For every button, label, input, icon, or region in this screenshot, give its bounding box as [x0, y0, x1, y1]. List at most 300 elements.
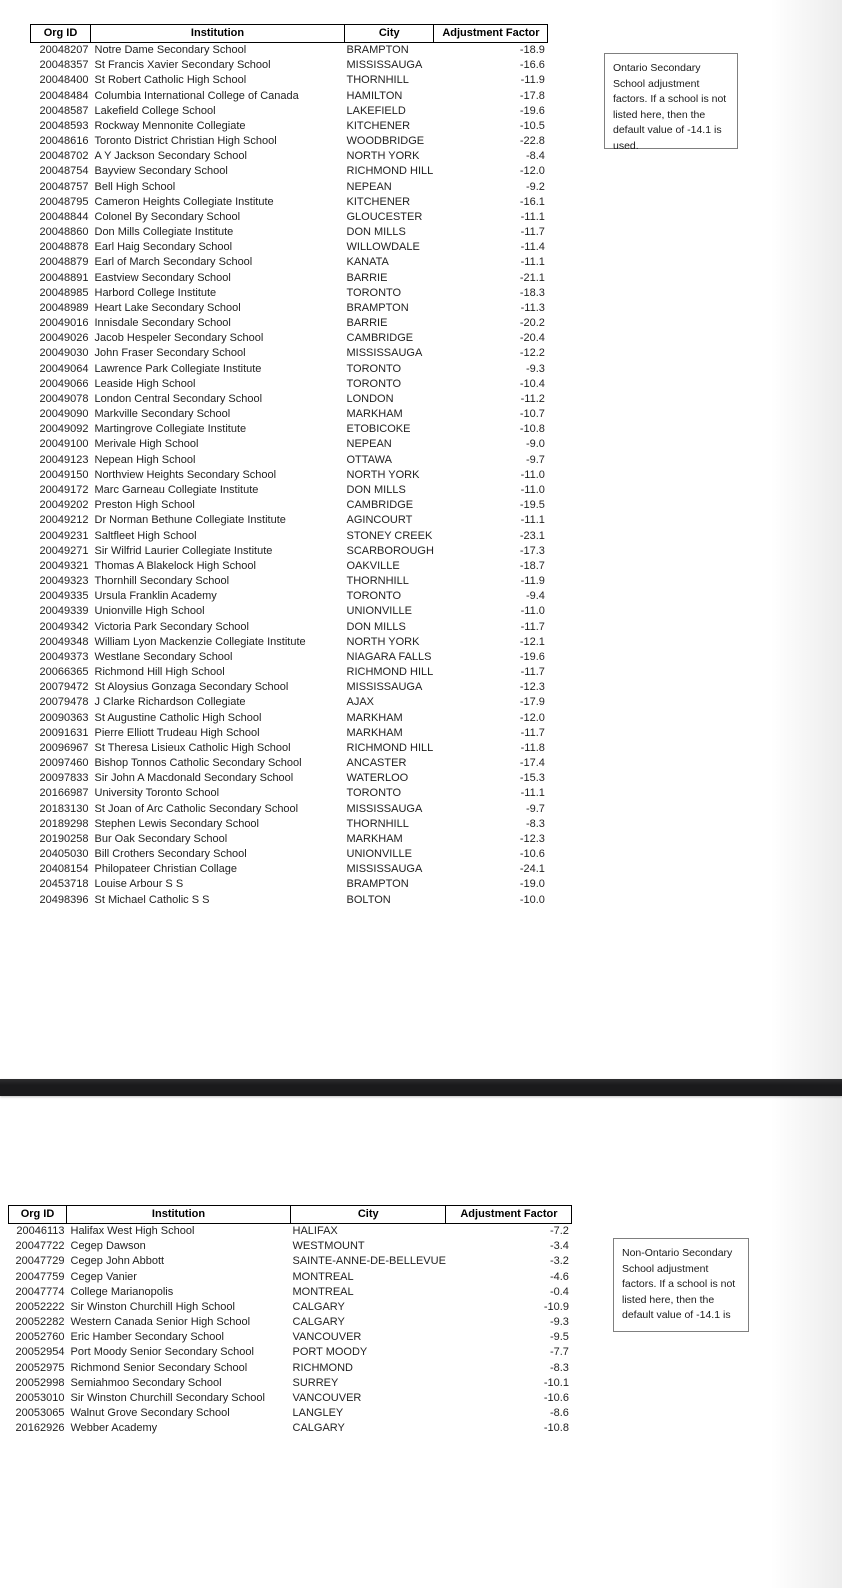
adjustment-factor-cell: -7.7: [549, 1346, 569, 1359]
table-row: [31, 58, 548, 73]
institution-cell: St Francis Xavier Secondary School: [94, 59, 271, 72]
table-row: [31, 119, 548, 134]
institution-cell: Preston High School: [94, 499, 195, 512]
org-id-cell: 20049321: [39, 559, 89, 572]
institution-cell: Cameron Heights Collegiate Institute: [94, 195, 274, 208]
city-cell: MISSISSAUGA: [346, 802, 423, 815]
org-id-cell: 20052975: [15, 1361, 65, 1374]
non-ontario-note-text: Non-Ontario Secondary School adjustment factors. If a school is not listed here, then the default value of -14.1 is: [622, 1247, 736, 1321]
org-id-cell: 20162926: [15, 1422, 65, 1435]
table-row: [31, 89, 548, 104]
table-row: [9, 1421, 572, 1436]
table-row: [31, 73, 548, 88]
column-header: Adjustment Factor: [434, 25, 548, 43]
city-cell: DON MILLS: [346, 226, 406, 239]
org-id-cell: 20048400: [39, 74, 89, 87]
adjustment-factor-cell: -8.6: [549, 1407, 569, 1420]
adjustment-factor-cell: -12.0: [519, 711, 545, 724]
adjustment-factor-cell: -20.2: [519, 317, 545, 330]
org-id-cell: 20048891: [39, 271, 89, 284]
table-row: [31, 240, 548, 255]
adjustment-factor-cell: -4.6: [549, 1270, 569, 1283]
city-cell: OTTAWA: [346, 453, 392, 466]
institution-cell: Harbord College Institute: [94, 286, 217, 299]
institution-cell: Eastview Secondary School: [94, 271, 231, 284]
city-cell: WILLOWDALE: [346, 241, 420, 254]
adjustment-factor-cell: -10.8: [543, 1422, 569, 1435]
adjustment-factor-cell: -12.3: [519, 832, 545, 845]
adjustment-factor-cell: -11.0: [520, 483, 545, 496]
table-body: [31, 43, 548, 908]
adjustment-factor-cell: -10.5: [519, 119, 545, 132]
institution-cell: Earl of March Secondary School: [94, 256, 253, 269]
adjustment-factor-cell: -11.2: [520, 392, 545, 405]
org-id-cell: 20048616: [39, 135, 89, 148]
table-row: [9, 1285, 572, 1300]
city-cell: MARKHAM: [346, 726, 403, 739]
institution-cell: Bill Crothers Secondary School: [94, 848, 247, 861]
adjustment-factor-cell: -9.0: [525, 438, 545, 451]
institution-cell: Westlane Secondary School: [94, 650, 233, 663]
table-row: [31, 498, 548, 513]
institution-cell: Port Moody Senior Secondary School: [70, 1346, 254, 1359]
org-id-cell: 20047722: [15, 1240, 65, 1253]
city-cell: NORTH YORK: [346, 635, 420, 648]
city-cell: ETOBICOKE: [346, 423, 411, 436]
institution-cell: St Theresa Lisieux Catholic High School: [94, 741, 291, 754]
institution-cell: Markville Secondary School: [94, 408, 231, 421]
institution-cell: A Y Jackson Secondary School: [94, 150, 247, 163]
table-row: [31, 711, 548, 726]
city-cell: TORONTO: [346, 787, 402, 800]
city-cell: AGINCOURT: [346, 514, 413, 527]
org-id-cell: 20053065: [15, 1407, 65, 1420]
table-row: [31, 134, 548, 149]
table-row: [31, 680, 548, 695]
institution-cell: Columbia International College of Canada: [94, 89, 299, 102]
adjustment-factor-cell: -11.7: [520, 666, 545, 679]
org-id-cell: 20049348: [39, 635, 89, 648]
table-row: [31, 604, 548, 619]
institution-cell: Marc Garneau Collegiate Institute: [94, 483, 259, 496]
table-row: [31, 650, 548, 665]
institution-cell: Sir Wilfrid Laurier Collegiate Institute: [94, 544, 273, 557]
org-id-cell: 20047759: [15, 1270, 65, 1283]
city-cell: VANCOUVER: [292, 1391, 362, 1404]
adjustment-factor-cell: -9.4: [525, 590, 545, 603]
table-row: [31, 180, 548, 195]
city-cell: UNIONVILLE: [346, 848, 412, 861]
adjustment-factor-cell: -11.0: [520, 468, 545, 481]
institution-cell: St Aloysius Gonzaga Secondary School: [94, 681, 289, 694]
table-row: [31, 802, 548, 817]
adjustment-factor-cell: -12.3: [519, 681, 545, 694]
table-row: [31, 468, 548, 483]
adjustment-factor-cell: -3.2: [549, 1255, 569, 1268]
city-cell: UNIONVILLE: [346, 605, 412, 618]
table-row: [31, 574, 548, 589]
org-id-cell: 20189298: [39, 817, 89, 830]
city-cell: BRAMPTON: [346, 301, 409, 314]
org-id-cell: 20047729: [15, 1255, 65, 1268]
city-cell: KITCHENER: [346, 195, 411, 208]
org-id-cell: 20097460: [39, 757, 89, 770]
table-row: [31, 513, 548, 528]
institution-cell: Richmond Senior Secondary School: [70, 1361, 248, 1374]
city-cell: KITCHENER: [346, 119, 411, 132]
org-id-cell: 20052282: [15, 1316, 65, 1329]
institution-cell: Philopateer Christian Collage: [94, 863, 237, 876]
adjustment-factor-cell: -11.7: [520, 226, 545, 239]
institution-cell: Jacob Hespeler Secondary School: [94, 332, 264, 345]
org-id-cell: 20049026: [39, 332, 89, 345]
table-row: [9, 1361, 572, 1376]
non-ontario-note-box: [613, 1238, 749, 1332]
adjustment-factor-cell: -11.7: [520, 620, 545, 633]
adjustment-factor-cell: -9.2: [525, 180, 545, 193]
adjustment-factor-cell: -10.6: [519, 848, 545, 861]
institution-cell: Bell High School: [94, 180, 176, 193]
org-id-cell: 20048593: [39, 119, 89, 132]
adjustment-factor-cell: -9.7: [525, 453, 545, 466]
city-cell: TORONTO: [346, 362, 402, 375]
institution-cell: Eric Hamber Secondary School: [70, 1331, 224, 1344]
institution-cell: William Lyon Mackenzie Collegiate Institute: [94, 635, 306, 648]
adjustment-factor-cell: -17.4: [519, 757, 545, 770]
adjustment-factor-cell: -11.1: [520, 256, 545, 269]
city-cell: TORONTO: [346, 377, 402, 390]
institution-cell: College Marianopolis: [70, 1285, 174, 1298]
city-cell: ANCASTER: [346, 757, 407, 770]
city-cell: GLOUCESTER: [346, 210, 423, 223]
table-row: [31, 392, 548, 407]
city-cell: SAINTE-ANNE-DE-BELLEVUE: [292, 1255, 446, 1268]
adjustment-factor-cell: -3.4: [549, 1240, 569, 1253]
org-id-cell: 20049342: [39, 620, 89, 633]
institution-cell: Bishop Tonnos Catholic Secondary School: [94, 757, 302, 770]
table-row: [31, 149, 548, 164]
org-id-cell: 20066365: [39, 666, 89, 679]
city-cell: LAKEFIELD: [346, 104, 406, 117]
table-row: [31, 847, 548, 862]
city-cell: MONTREAL: [292, 1270, 354, 1283]
city-cell: BRAMPTON: [346, 878, 409, 891]
table-row: [31, 483, 548, 498]
adjustment-factor-cell: -11.1: [520, 210, 545, 223]
org-id-cell: 20049172: [39, 483, 89, 496]
city-cell: DON MILLS: [346, 620, 406, 633]
city-cell: CALGARY: [292, 1300, 345, 1313]
city-cell: CAMBRIDGE: [346, 332, 414, 345]
org-id-cell: 20048587: [39, 104, 89, 117]
adjustment-factor-cell: -11.1: [520, 787, 545, 800]
non-ontario-adjustment-table: [8, 1205, 572, 1436]
city-cell: OAKVILLE: [346, 559, 400, 572]
institution-cell: Pierre Elliott Trudeau High School: [94, 726, 260, 739]
adjustment-factor-cell: -0.4: [549, 1285, 569, 1298]
institution-cell: Semiahmoo Secondary School: [70, 1376, 222, 1389]
institution-cell: Innisdale Secondary School: [94, 317, 231, 330]
table-row: [9, 1254, 572, 1269]
table-row: [31, 771, 548, 786]
adjustment-factor-cell: -11.4: [520, 241, 545, 254]
city-cell: THORNHILL: [346, 817, 409, 830]
institution-cell: Cegep Dawson: [70, 1240, 146, 1253]
institution-cell: Heart Lake Secondary School: [94, 301, 241, 314]
adjustment-factor-cell: -11.1: [520, 514, 545, 527]
header-row: [9, 1206, 572, 1224]
institution-cell: Notre Dame Secondary School: [94, 44, 247, 56]
org-id-cell: 20053010: [15, 1391, 65, 1404]
city-cell: HAMILTON: [346, 89, 403, 102]
city-cell: THORNHILL: [346, 74, 409, 87]
institution-cell: Bayview Secondary School: [94, 165, 228, 178]
city-cell: BARRIE: [346, 317, 388, 330]
adjustment-factor-cell: -8.3: [525, 817, 545, 830]
table-row: [9, 1376, 572, 1391]
table-row: [31, 832, 548, 847]
adjustment-factor-cell: -9.3: [525, 362, 545, 375]
org-id-cell: 20049335: [39, 590, 89, 603]
institution-cell: Richmond Hill High School: [94, 666, 225, 679]
org-id-cell: 20079478: [39, 696, 89, 709]
adjustment-factor-cell: -17.3: [519, 544, 545, 557]
city-cell: WOODBRIDGE: [346, 135, 425, 148]
ontario-note-text: Ontario Secondary School adjustment factors. If a school is not listed here, then the default value of -14.1 is used.: [613, 62, 727, 152]
org-id-cell: 20052222: [15, 1300, 65, 1313]
city-cell: MISSISSAUGA: [346, 863, 423, 876]
page-break-bar: [0, 1079, 842, 1096]
table-row: [9, 1330, 572, 1345]
adjustment-factor-cell: -10.8: [519, 423, 545, 436]
table-row: [31, 726, 548, 741]
table-row: [31, 877, 548, 892]
org-id-cell: 20048757: [39, 180, 89, 193]
table-row: [31, 453, 548, 468]
adjustment-factor-cell: -10.9: [543, 1300, 569, 1313]
header-row: [31, 25, 548, 43]
org-id-cell: 20405030: [39, 848, 89, 861]
city-cell: MISSISSAUGA: [346, 59, 423, 72]
table-row: [31, 862, 548, 877]
city-cell: LONDON: [346, 392, 394, 405]
city-cell: RICHMOND HILL: [346, 666, 434, 679]
org-id-cell: 20453718: [39, 878, 89, 891]
adjustment-factor-cell: -22.8: [519, 135, 545, 148]
org-id-cell: 20049323: [39, 575, 89, 588]
city-cell: MONTREAL: [292, 1285, 354, 1298]
adjustment-factor-cell: -16.6: [519, 59, 545, 72]
institution-cell: Sir Winston Churchill Secondary School: [70, 1391, 265, 1404]
org-id-cell: 20091631: [39, 726, 89, 739]
institution-cell: Louise Arbour S S: [94, 878, 184, 891]
table-row: [31, 407, 548, 422]
table-row: [31, 559, 548, 574]
adjustment-factor-cell: -18.7: [519, 559, 545, 572]
org-id-cell: 20183130: [39, 802, 89, 815]
org-id-cell: 20049100: [39, 438, 89, 451]
city-cell: SCARBOROUGH: [346, 544, 434, 557]
adjustment-factor-cell: -9.3: [549, 1316, 569, 1329]
column-header: Adjustment Factor: [446, 1206, 572, 1224]
city-cell: KANATA: [346, 256, 389, 269]
adjustment-factor-cell: -11.3: [520, 301, 545, 314]
city-cell: TORONTO: [346, 590, 402, 603]
column-header: City: [291, 1206, 446, 1224]
adjustment-factor-cell: -10.7: [519, 408, 545, 421]
adjustment-factor-cell: -9.7: [525, 802, 545, 815]
adjustment-factor-cell: -19.6: [519, 650, 545, 663]
institution-cell: Unionville High School: [94, 605, 205, 618]
org-id-cell: 20048860: [39, 226, 89, 239]
city-cell: SURREY: [292, 1376, 339, 1389]
city-cell: RICHMOND HILL: [346, 165, 434, 178]
table-row: [31, 589, 548, 604]
table-row: [31, 893, 548, 908]
org-id-cell: 20049066: [39, 377, 89, 390]
city-cell: NORTH YORK: [346, 468, 420, 481]
institution-cell: Ursula Franklin Academy: [94, 590, 217, 603]
org-id-cell: 20049373: [39, 650, 89, 663]
institution-cell: Cegep Vanier: [70, 1270, 137, 1283]
adjustment-factor-cell: -18.3: [519, 286, 545, 299]
institution-cell: Merivale High School: [94, 438, 199, 451]
city-cell: DON MILLS: [346, 483, 406, 496]
column-header: City: [345, 25, 434, 43]
adjustment-factor-cell: -8.3: [549, 1361, 569, 1374]
institution-cell: Leaside High School: [94, 377, 196, 390]
city-cell: CAMBRIDGE: [346, 499, 414, 512]
adjustment-factor-cell: -17.8: [519, 89, 545, 102]
org-id-cell: 20090363: [39, 711, 89, 724]
adjustment-factor-cell: -10.6: [543, 1391, 569, 1404]
city-cell: RICHMOND HILL: [346, 741, 434, 754]
column-header: Org ID: [9, 1206, 67, 1224]
org-id-cell: 20049150: [39, 468, 89, 481]
adjustment-factor-cell: -11.9: [520, 575, 545, 588]
adjustment-factor-cell: -10.1: [543, 1376, 569, 1389]
org-id-cell: 20046113: [16, 1225, 65, 1237]
table-row: [31, 362, 548, 377]
adjustment-factor-cell: -12.1: [519, 635, 545, 648]
org-id-cell: 20048989: [39, 301, 89, 314]
org-id-cell: 20097833: [39, 772, 89, 785]
table-row: [31, 695, 548, 710]
table-row: [31, 210, 548, 225]
city-cell: CALGARY: [292, 1422, 345, 1435]
column-header: Org ID: [31, 25, 91, 43]
city-cell: AJAX: [346, 696, 375, 709]
column-header: Institution: [67, 1206, 291, 1224]
ontario-note-box: [604, 53, 738, 152]
institution-cell: John Fraser Secondary School: [94, 347, 246, 360]
adjustment-factor-cell: -17.9: [519, 696, 545, 709]
city-cell: MARKHAM: [346, 711, 403, 724]
table-header: [31, 25, 548, 43]
city-cell: BARRIE: [346, 271, 388, 284]
city-cell: HALIFAX: [292, 1225, 338, 1237]
org-id-cell: 20049123: [39, 453, 89, 466]
institution-cell: Walnut Grove Secondary School: [70, 1407, 230, 1420]
org-id-cell: 20049016: [39, 317, 89, 330]
table-row: [31, 331, 548, 346]
org-id-cell: 20049092: [39, 423, 89, 436]
adjustment-factor-cell: -19.0: [519, 878, 545, 891]
org-id-cell: 20049271: [39, 544, 89, 557]
institution-cell: Cegep John Abbott: [70, 1255, 165, 1268]
table-row: [31, 225, 548, 240]
table-row: [31, 665, 548, 680]
column-header: Institution: [91, 25, 345, 43]
city-cell: MARKHAM: [346, 832, 403, 845]
org-id-cell: 20048878: [39, 241, 89, 254]
institution-cell: Saltfleet High School: [94, 529, 197, 542]
city-cell: BRAMPTON: [346, 44, 409, 56]
table-row: [31, 164, 548, 179]
adjustment-factor-cell: -11.7: [520, 726, 545, 739]
table-row: [31, 43, 548, 59]
institution-cell: Nepean High School: [94, 453, 196, 466]
institution-cell: Colonel By Secondary School: [94, 210, 241, 223]
table-row: [31, 104, 548, 119]
adjustment-factor-cell: -21.1: [519, 271, 545, 284]
org-id-cell: 20049030: [39, 347, 89, 360]
city-cell: MISSISSAUGA: [346, 347, 423, 360]
org-id-cell: 20048702: [39, 150, 89, 163]
table-row: [31, 286, 548, 301]
city-cell: WESTMOUNT: [292, 1240, 365, 1253]
institution-cell: Bur Oak Secondary School: [94, 832, 228, 845]
city-cell: WATERLOO: [346, 772, 409, 785]
table-row: [9, 1239, 572, 1254]
data-table: [30, 24, 548, 908]
ontario-adjustment-table: [30, 24, 548, 908]
org-id-cell: 20048795: [39, 195, 89, 208]
table-body: [9, 1224, 572, 1437]
adjustment-factor-cell: -9.5: [549, 1331, 569, 1344]
institution-cell: Stephen Lewis Secondary School: [94, 817, 259, 830]
institution-cell: J Clarke Richardson Collegiate: [94, 696, 246, 709]
adjustment-factor-cell: -15.3: [519, 772, 545, 785]
city-cell: NIAGARA FALLS: [346, 650, 432, 663]
table-row: [9, 1406, 572, 1421]
institution-cell: Earl Haig Secondary School: [94, 241, 233, 254]
institution-cell: St Robert Catholic High School: [94, 74, 247, 87]
org-id-cell: 20052998: [15, 1376, 65, 1389]
table-row: [9, 1391, 572, 1406]
org-id-cell: 20096967: [39, 741, 89, 754]
city-cell: VANCOUVER: [292, 1331, 362, 1344]
org-id-cell: 20049064: [39, 362, 89, 375]
adjustment-factor-cell: -12.2: [519, 347, 545, 360]
city-cell: RICHMOND: [292, 1361, 353, 1374]
adjustment-factor-cell: -24.1: [519, 863, 545, 876]
table-row: [31, 529, 548, 544]
city-cell: LANGLEY: [292, 1407, 344, 1420]
table-row: [31, 817, 548, 832]
adjustment-factor-cell: -23.1: [519, 529, 545, 542]
institution-cell: St Michael Catholic S S: [94, 893, 210, 906]
institution-cell: Martingrove Collegiate Institute: [94, 423, 247, 436]
table-row: [9, 1345, 572, 1360]
table-row: [31, 437, 548, 452]
institution-cell: Dr Norman Bethune Collegiate Institute: [94, 514, 286, 527]
table-row: [9, 1270, 572, 1285]
table-row: [31, 422, 548, 437]
org-id-cell: 20049339: [39, 605, 89, 618]
adjustment-factor-cell: -10.4: [519, 377, 545, 390]
table-row: [9, 1300, 572, 1315]
